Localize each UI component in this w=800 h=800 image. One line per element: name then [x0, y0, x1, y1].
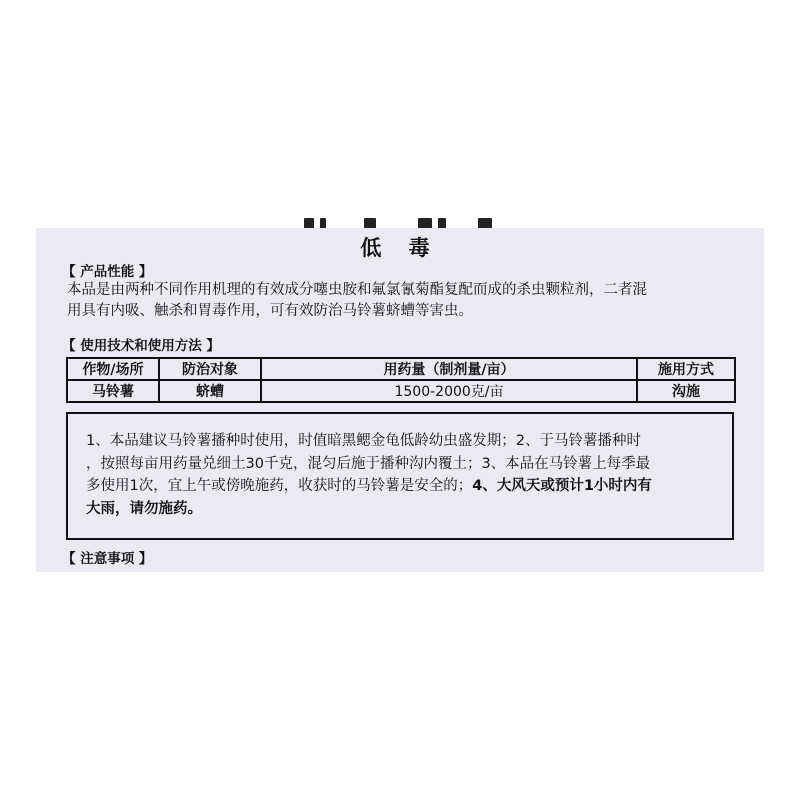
- toxicity-label: 低 毒: [360, 236, 440, 260]
- usage-notes-box: [66, 412, 734, 540]
- precautions-heading: 【 注意事项 】: [62, 551, 153, 567]
- cell-method: 沟施: [637, 380, 735, 402]
- performance-line: 本品是由两种不同作用机理的有效成分噻虫胺和氟氯氰菊酯复配而成的杀虫颗粒剂，二者混: [67, 282, 647, 298]
- performance-heading: 【 产品性能 】: [62, 264, 153, 280]
- header-dosage: 用药量（制剂量/亩）: [261, 358, 637, 380]
- cell-target: 蛴螬: [159, 380, 261, 402]
- note-bold-text: 4、大风天或预计1小时内有: [472, 478, 652, 494]
- table-row: [67, 380, 735, 402]
- note-bold-line: 大雨，请勿施药。: [86, 500, 202, 517]
- usage-heading: 【 使用技术和使用方法 】: [62, 338, 220, 354]
- header-method: 施用方式: [637, 358, 735, 380]
- cut-off-title: [300, 216, 500, 228]
- usage-notes: [86, 430, 736, 520]
- cell-dosage: 1500-2000克/亩: [261, 380, 637, 402]
- header-target: 防治对象: [159, 358, 261, 380]
- cell-crop: 马铃薯: [67, 380, 159, 402]
- header-crop: 作物/场所: [67, 358, 159, 380]
- note-line-text: 多使用1次，宜上午或傍晚施药，收获时的马铃薯是安全的；: [86, 478, 473, 494]
- usage-table: [66, 357, 736, 403]
- performance-line: 用具有内吸、触杀和胃毒作用，可有效防治马铃薯蛴螬等害虫。: [67, 303, 473, 319]
- note-line: [86, 475, 736, 498]
- note-line: ，按照每亩用药量兑细土30千克，混匀后施于播种沟内覆土；3、本品在马铃薯上每季最: [86, 455, 651, 472]
- table-header-row: [67, 358, 735, 380]
- performance-text: [67, 280, 747, 322]
- note-line: 1、本品建议马铃薯播种时使用，时值暗黑鳃金龟低龄幼虫盛发期；2、于马铃薯播种时: [86, 433, 641, 449]
